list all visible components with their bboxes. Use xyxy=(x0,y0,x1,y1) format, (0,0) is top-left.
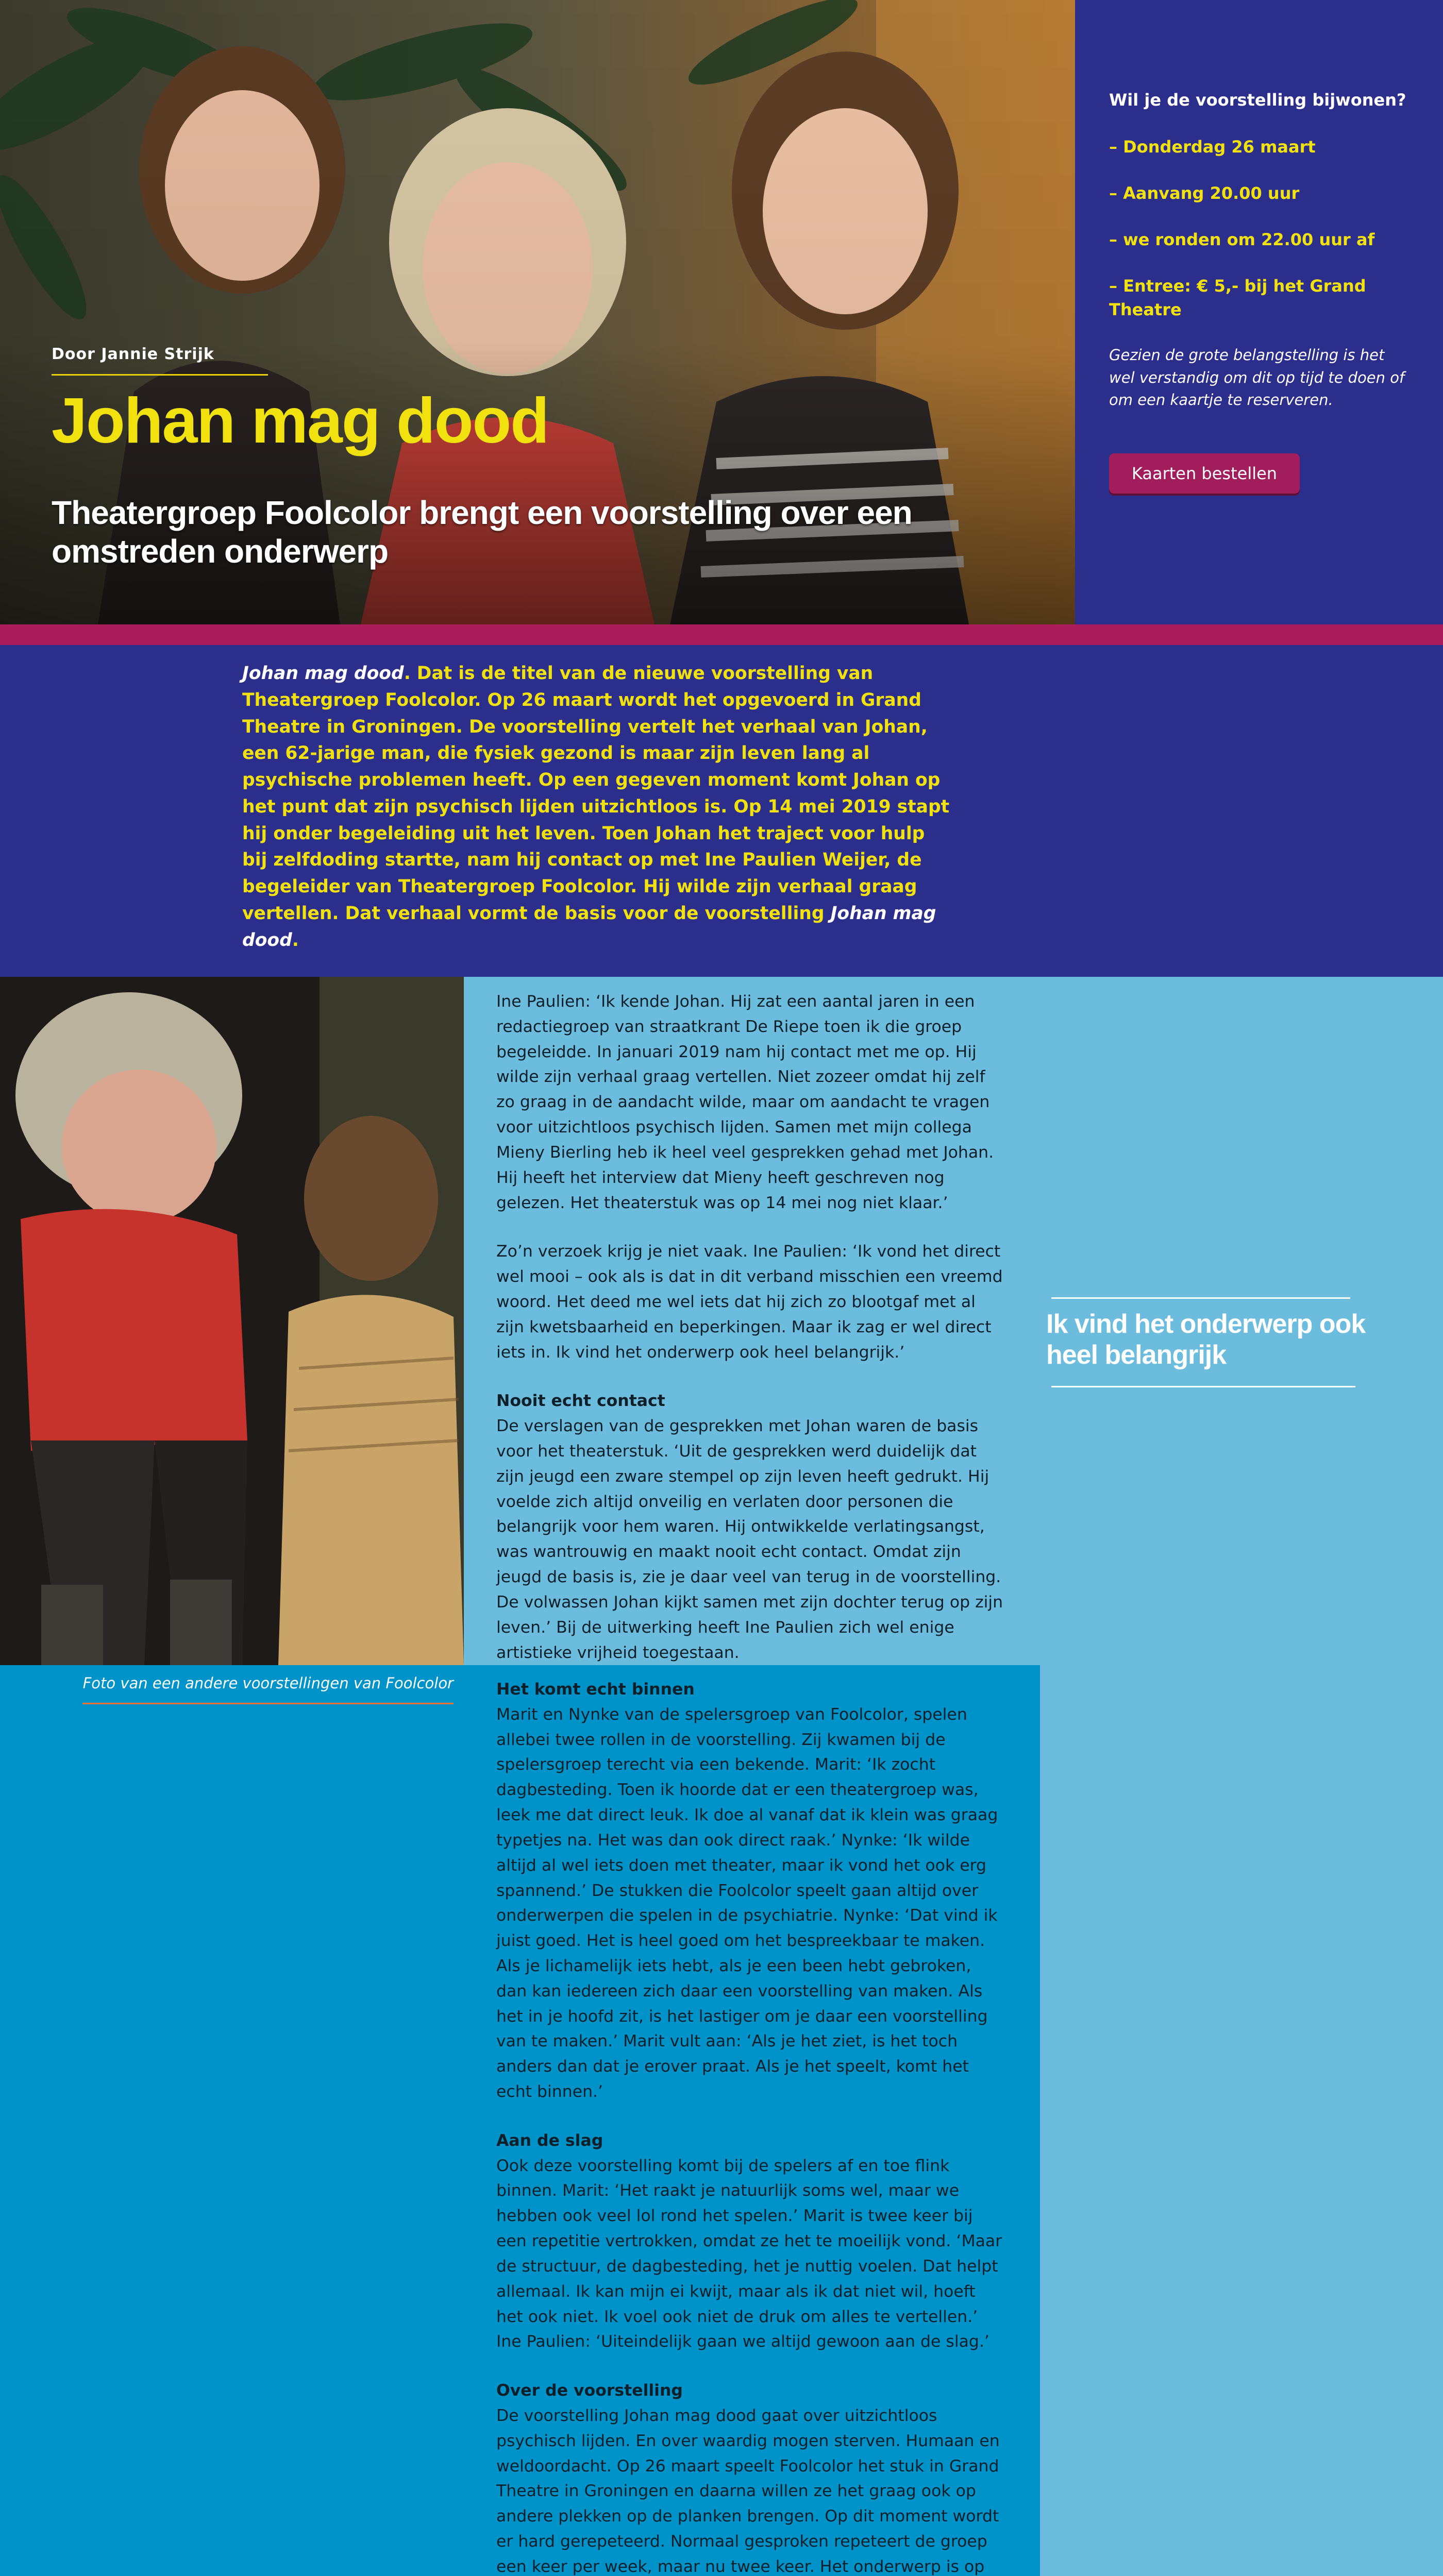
caption-underline xyxy=(82,1703,454,1704)
article-heading: Nooit echt contact xyxy=(496,1392,665,1411)
article-paragraph: Marit en Nynke van de spelersgroep van Foolcolor, spelen allebei twee rollen in de voorstelling. Zij kwamen bij de spelersgroep terecht via een bekende. Marit: ‘Ik zocht dagbesteding. Toen ik hoorde dat er een theatergroep was, leek me dat direct leuk. Ik doe al vanaf dat ik klein was graag typetjes na. Het was dan ook direct raak.’ Nynke: ‘Ik wilde altijd al wel iets doen met theater, maar ik vond het ook erg spannend.’ De stukken die Foolcolor speelt gaan altijd over onderwerpen die spelen in de psychiatrie. Nynke: ‘Dat vind ik juist goed. Het is heel goed om het bespreekbaar te maken. Als je lichamelijk iets hebt, als je een been hebt gebroken, dan kan iedereen zich daar een voorstelling van maken. Als het in je hoofd zit, is het lastiger om je daar een voorstelling van te maken.’ Marit vult aan: ‘Als je het ziet, is het toch anders dan dat je erover praat. Als je het speelt, komt het echt binnen.’ xyxy=(496,1705,998,2101)
article-paragraph: Ine Paulien: ‘Ik kende Johan. Hij zat een aantal jaren in een redactiegroep van straatkrant De Riepe toen ik die groep begeleidde. In januari 2019 nam hij contact met me op. Hij wilde zijn verhaal graag vertellen. Niet zozeer omdat hij zelf zo graag in de aandacht wilde, maar om aandacht te vragen voor uitzichtloos psychisch lijden. Samen met mijn collega Mieny Bierling heb ik heel veel gesprekken gehad met Johan. Hij heeft het interview dat Mieny heeft geschreven nog gelezen. Het theaterstuk was op 14 mei nog niet klaar.’ xyxy=(496,992,994,1212)
page-subtitle: Theatergroep Foolcolor brengt een voorstelling over een omstreden onderwerp xyxy=(52,494,912,570)
quote-top-line xyxy=(1051,1297,1350,1299)
order-tickets-button[interactable]: Kaarten bestellen xyxy=(1109,453,1300,494)
event-info-price: – Entree: € 5,- bij het Grand Theatre xyxy=(1109,276,1366,320)
quote-bottom-line xyxy=(1051,1386,1355,1387)
article-paragraph: Ook deze voorstelling komt bij de spelers af en toe flink binnen. Marit: ‘Het raakt je natuurlijk soms wel, maar we hebben ook veel lol rond het spelen.’ Marit is twee keer bij een repetitie vertrokken, omdat ze het te moeilijk vond. ‘Maar de structuur, de dagbesteding, het je nuttig voelen. Dat helpt allemaal. Ik kan mijn ei kwijt, maar als ik dat niet wil, hoeft het ook niet. Ik voel ook niet de druk om alles te vertellen.’ Ine Paulien: ‘Uiteindelijk gaan we altijd gewoon aan de slag.’ xyxy=(496,2156,1002,2351)
article-bottom xyxy=(496,1677,1004,2576)
intro-body: . Dat is de titel van de nieuwe voorstelling van Theatergroep Foolcolor. Op 26 maart wordt het opgevoerd in Grand Theatre in Groningen. De voorstelling vertelt het verhaal van Johan, een 62-jarige man, die fysiek gezond is maar zijn leven lang al psychische problemen heeft. Op een gegeven moment komt Johan op het punt dat zijn psychisch lijden uitzichtloos is. Op 14 mei 2019 stapt hij onder begeleiding uit het leven. Toen Johan het traject voor hulp bij zelfdoding startte, nam hij contact op met Ine Paulien Weijer, de begeleider van Theatergroep Foolcolor. Hij wilde zijn verhaal graag vertellen. Dat verhaal vormt de basis voor de voorstelling xyxy=(242,663,950,924)
event-info-question: Wil je de voorstelling bijwonen? xyxy=(1109,90,1406,110)
page-title: Johan mag dood xyxy=(52,385,548,456)
pull-quote: Ik vind het onderwerp ook heel belangrijk xyxy=(1046,1309,1366,1370)
intro-text xyxy=(242,660,953,954)
event-info-start: – Aanvang 20.00 uur xyxy=(1109,183,1300,203)
article-heading: Het komt echt binnen xyxy=(496,1680,695,1699)
intro-tail-title: Johan mag dood xyxy=(242,903,936,951)
event-info-end: – we ronden om 22.00 uur af xyxy=(1109,230,1375,249)
article-paragraph: De voorstelling Johan mag dood gaat over uitzichtloos psychisch lijden. En over waardig mogen sterven. Humaan en weldoordacht. Op 26 maart speelt Foolcolor het stuk in Grand Theatre in Groningen en daarna willen ze het graag ook op andere plekken op de planken brengen. Op dit moment wordt er hard gerepeteerd. Normaal gesproken repeteert de groep een keer per week, maar nu twee keer. Het onderwerp is op xyxy=(496,2406,1000,2576)
rehearsal-photo xyxy=(0,977,464,1665)
divider-bar xyxy=(0,624,1443,645)
article-paragraph: Zo’n verzoek krijg je niet vaak. Ine Paulien: ‘Ik vond het direct wel mooi – ook als is dat in dit verband misschien een vreemd woord. Het deed me wel iets dat hij zich zo blootgaf met al zijn kwetsbaarheid en beperkingen. Maar ik zag er wel direct iets in. Ik vind het onderwerp ook heel belangrijk.’ xyxy=(496,1242,1003,1362)
intro-lead-title: Johan mag dood xyxy=(242,663,404,684)
byline-divider xyxy=(52,374,268,376)
rehearsal-photo-icon xyxy=(0,977,464,1665)
intro-end: . xyxy=(292,929,299,951)
article-paragraph: De verslagen van de gesprekken met Johan waren de basis voor het theaterstuk. ‘Uit de gesprekken werd duidelijk dat zijn jeugd een zware stempel op zijn leven heeft gedrukt. Hij voelde zich altijd onveilig en verlaten door personen die belangrijk voor hem waren. Hij ontwikkelde verlatingsangst, was wantrouwig en maakt nooit echt contact. Omdat zijn jeugd de basis is, zie je daar veel van terug in de voorstelling. De volwassen Johan kijkt samen met zijn dochter terug op zijn leven.’ Bij de uitwerking heeft Ine Paulien zich wel enige artistieke vrijheid toegestaan. xyxy=(496,1417,1003,1662)
event-info-date: – Donderdag 26 maart xyxy=(1109,137,1316,157)
article-heading: Over de voorstelling xyxy=(496,2381,683,2400)
photo-caption-a: Foto van een andere voorstellingen van Foolcolor xyxy=(82,1674,454,1692)
article-heading: Aan de slag xyxy=(496,2131,603,2150)
author-byline: Door Jannie Strijk xyxy=(52,345,214,363)
event-info-note: Gezien de grote belangstelling is het wel verstandig om dit op tijd te doen of om een kaartje te reserveren. xyxy=(1109,346,1405,409)
article-top xyxy=(496,989,1004,1689)
